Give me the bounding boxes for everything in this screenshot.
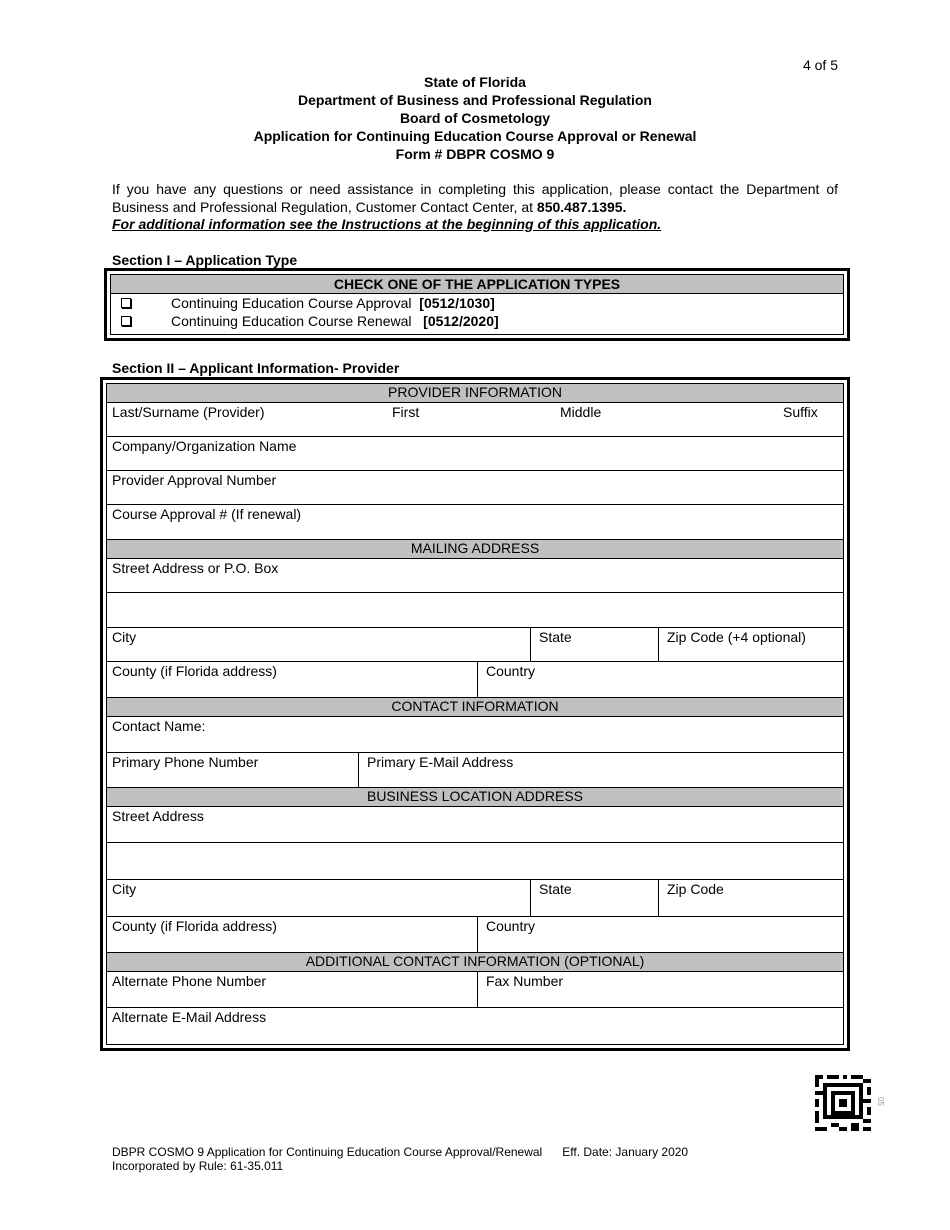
checkbox-icon[interactable] <box>121 298 131 308</box>
mailing-city-label: City <box>112 629 137 645</box>
provider-info-box <box>100 377 850 1051</box>
header-board: Board of Cosmetology <box>399 110 551 126</box>
provider-info-header: PROVIDER INFORMATION <box>107 384 843 403</box>
option-code: [0512/1030] <box>419 295 495 311</box>
form-header <box>0 73 950 163</box>
company-field[interactable] <box>107 437 843 471</box>
contact-name-label: Contact Name: <box>112 718 206 734</box>
provider-approval-field[interactable] <box>107 471 843 505</box>
additional-contact-header: ADDITIONAL CONTACT INFORMATION (OPTIONAL) <box>107 953 843 972</box>
mailing-street-field[interactable] <box>107 559 843 593</box>
section-1-title: Section I – Application Type <box>112 252 298 268</box>
barcode-text: 05 <box>876 1097 885 1106</box>
option-course-renewal[interactable] <box>111 312 843 330</box>
primary-email-label: Primary E-Mail Address <box>358 753 843 787</box>
course-approval-label: Course Approval # (If renewal) <box>112 506 302 522</box>
alternate-contact-row[interactable] <box>107 972 843 1008</box>
mailing-city-row[interactable] <box>107 628 843 662</box>
header-title: Application for Continuing Education Course Approval or Renewal <box>253 128 697 144</box>
option-code: [0512/2020] <box>423 313 499 329</box>
contact-name-field[interactable] <box>107 717 843 753</box>
business-state-label: State <box>530 880 658 916</box>
application-type-header: CHECK ONE OF THE APPLICATION TYPES <box>111 275 843 294</box>
mailing-street-line2[interactable] <box>107 593 843 628</box>
fax-number-label: Fax Number <box>477 972 843 1007</box>
business-county-label: County (if Florida address) <box>112 918 277 934</box>
alternate-phone-label: Alternate Phone Number <box>112 973 267 989</box>
mailing-address-header: MAILING ADDRESS <box>107 540 843 559</box>
business-street-line2[interactable] <box>107 843 843 880</box>
last-name-label: Last/Surname (Provider) <box>112 404 265 420</box>
option-label: Continuing Education Course Renewal <box>171 313 412 329</box>
business-city-label: City <box>112 881 137 897</box>
footer-form-title: DBPR COSMO 9 Application for Continuing Education Course Approval/Renewal <box>112 1145 543 1159</box>
section-2-title: Section II – Applicant Information- Provider <box>112 360 400 376</box>
mailing-county-label: County (if Florida address) <box>112 663 277 679</box>
header-form-number: Form # DBPR COSMO 9 <box>395 146 555 162</box>
company-label: Company/Organization Name <box>112 438 297 454</box>
mailing-county-row[interactable] <box>107 662 843 698</box>
course-approval-field[interactable] <box>107 505 843 540</box>
option-label: Continuing Education Course Approval <box>171 295 412 311</box>
business-street-label: Street Address <box>112 808 204 824</box>
contact-info-header: CONTACT INFORMATION <box>107 698 843 717</box>
footer-eff-date: Eff. Date: January 2020 <box>562 1145 689 1159</box>
mailing-zip-label: Zip Code (+4 optional) <box>658 628 811 661</box>
business-street-field[interactable] <box>107 807 843 843</box>
provider-name-row[interactable] <box>107 403 843 437</box>
first-name-label: First <box>392 404 420 420</box>
primary-contact-row[interactable] <box>107 753 843 788</box>
option-course-approval[interactable] <box>111 294 843 312</box>
business-county-row[interactable] <box>107 917 843 953</box>
mailing-street-label: Street Address or P.O. Box <box>112 560 279 576</box>
business-zip-label: Zip Code <box>658 880 729 916</box>
intro-paragraph <box>112 181 838 234</box>
mailing-state-label: State <box>530 628 658 661</box>
header-state: State of Florida <box>424 74 526 90</box>
page-footer <box>112 1145 688 1173</box>
alternate-email-label: Alternate E-Mail Address <box>112 1009 267 1025</box>
footer-rule: Incorporated by Rule: 61-35.011 <box>112 1159 284 1173</box>
checkbox-icon[interactable] <box>121 316 131 326</box>
business-city-row[interactable] <box>107 880 843 917</box>
primary-phone-label: Primary Phone Number <box>112 754 259 770</box>
suffix-label: Suffix <box>783 404 818 420</box>
page-number: 4 of 5 <box>802 57 838 73</box>
barcode-icon <box>815 1075 871 1131</box>
mailing-country-label: Country <box>477 662 843 697</box>
business-location-header: BUSINESS LOCATION ADDRESS <box>107 788 843 807</box>
provider-approval-label: Provider Approval Number <box>112 472 277 488</box>
intro-text: If you have any questions or need assistance in completing this application, please contact the Department of Business and Professional Regulation, Customer Contact Center, at <box>112 181 838 215</box>
middle-name-label: Middle <box>560 404 602 420</box>
application-type-box <box>104 268 850 341</box>
header-department: Department of Business and Professional Regulation <box>298 92 652 108</box>
alternate-email-field[interactable] <box>107 1008 843 1042</box>
contact-phone: 850.487.1395. <box>536 198 627 215</box>
instructions-note: For additional information see the Instructions at the beginning of this application. <box>112 216 662 232</box>
business-country-label: Country <box>477 917 843 952</box>
